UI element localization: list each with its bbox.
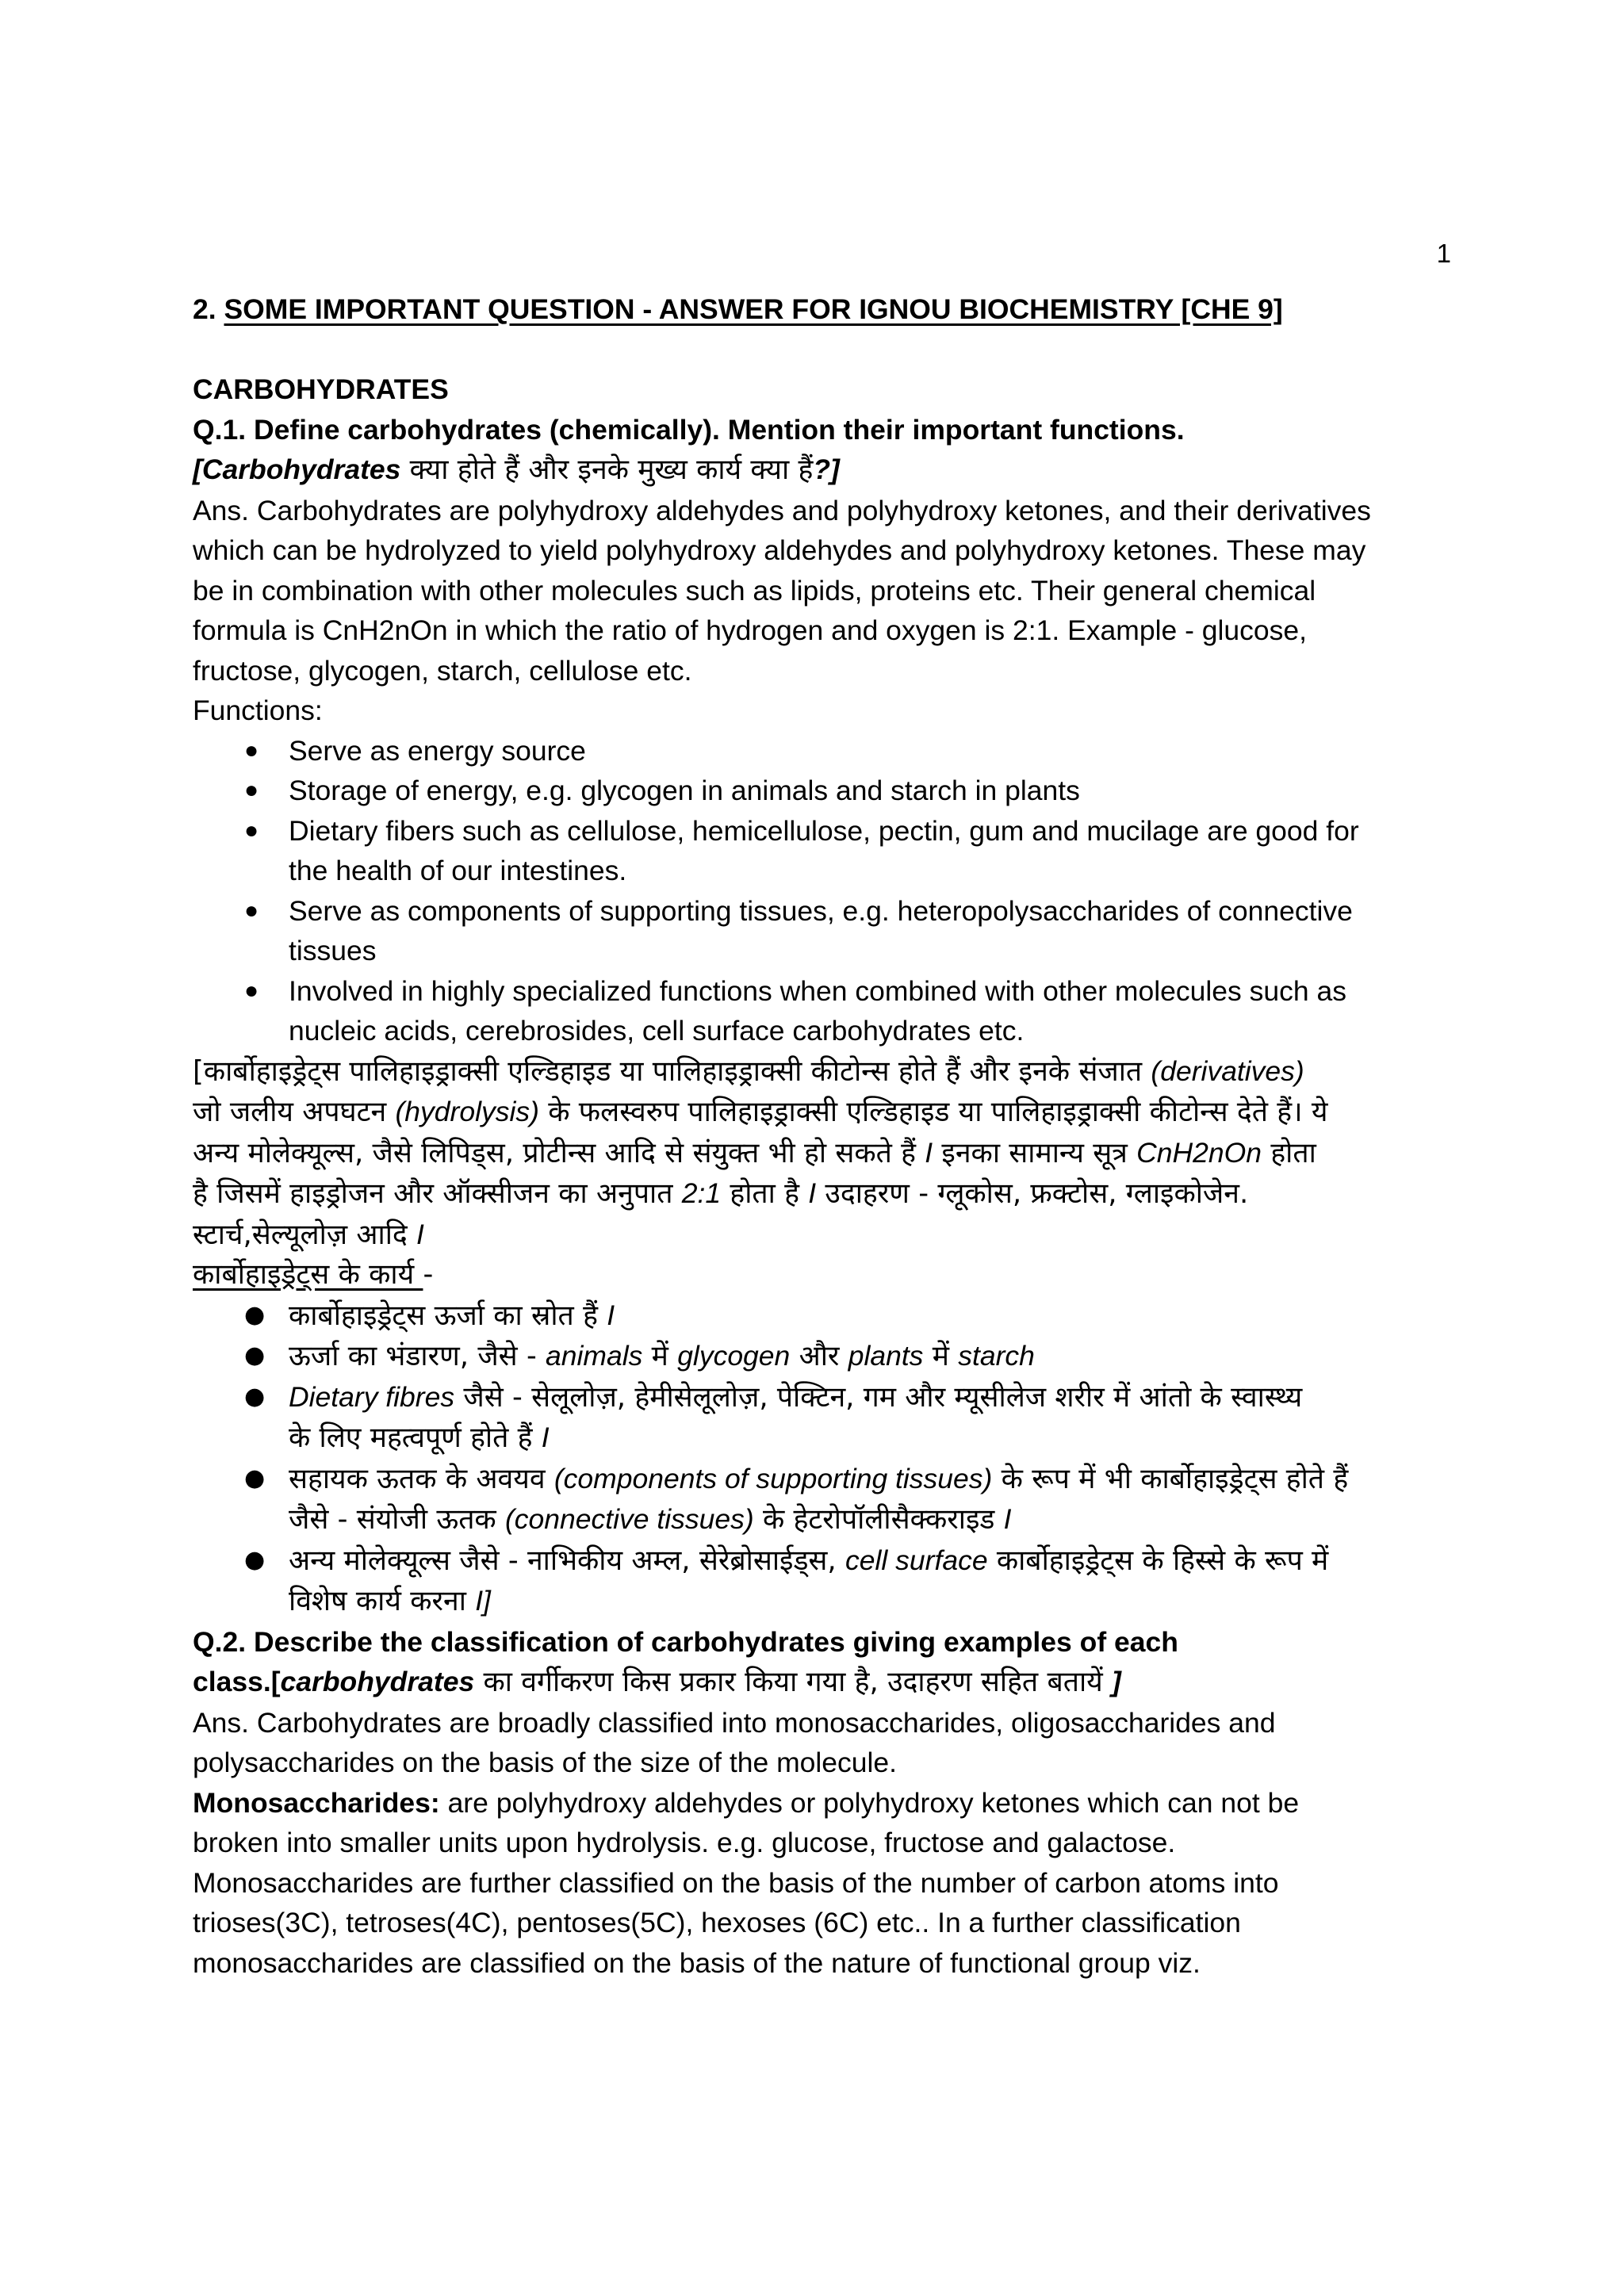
formula: CnH2nOn (1136, 1136, 1262, 1169)
hindi-text: का वर्गीकरण किस प्रकार किया गया है, उदाहरण सहित बतायें (474, 1666, 1113, 1698)
question-2-cont (193, 1662, 1461, 1703)
bullet-icon: ● (244, 1382, 266, 1410)
hindi-answer-line (193, 1092, 1461, 1133)
list-item (193, 731, 1461, 771)
list-item (193, 1336, 1461, 1377)
hindi-text: कार्बोहाइड्रेट्स ऊर्जा का स्रोत हैं (289, 1299, 607, 1332)
spacer (193, 330, 1461, 370)
list-item-text: Involved in highly specialized functions when combined with other molecules such as (289, 974, 1346, 1007)
bullet-icon: ● (244, 777, 259, 803)
list-item (193, 1540, 1461, 1622)
monosaccharides-line: broken into smaller units upon hydrolysis. e.g. glucose, fructose and galactose. (193, 1827, 1176, 1858)
answer-1-line: fructose, glycogen, starch, cellulose etc. (193, 654, 692, 687)
hindi-text: होता (1262, 1136, 1316, 1169)
functions-list (193, 731, 1461, 1051)
list-item (193, 1377, 1461, 1459)
bullet-icon: ● (244, 737, 259, 763)
hindi-text: होता है (721, 1177, 809, 1210)
hindi-functions-heading: कार्बोहाइड्रेट्स के कार्य (193, 1258, 423, 1291)
hindi-answer-line (193, 1173, 1461, 1215)
hindi-text: अन्य मोलेक्यूल्स जैसे - नाभिकीय अम्ल, सेरेब्रोसाईड्स, (289, 1544, 846, 1577)
list-item-text: Serve as energy source (289, 734, 586, 767)
monosaccharides-line: monosaccharides are classified on the basis of the nature of functional group viz. (193, 1946, 1201, 1979)
document-body (193, 289, 1461, 1983)
bullet-icon: ● (244, 1341, 266, 1369)
q1-hindi-rest: क्या होते हैं और इनके मुख्य कार्य क्या हैं (400, 453, 814, 486)
bullet-icon: ● (244, 1464, 266, 1492)
bullet-icon: ● (244, 817, 259, 844)
english-term: (connective tissues) (504, 1503, 754, 1535)
separator: I (541, 1422, 550, 1453)
separator: I] (475, 1585, 491, 1617)
monosaccharides-line (193, 1783, 1461, 1823)
list-item-text: Dietary fibers such as cellulose, hemicellulose, pectin, gum and mucilage are good for (289, 814, 1359, 847)
q1-hindi-term: Carbohydrates (201, 453, 401, 485)
hindi-text: ऊर्जा का भंडारण, जैसे - (289, 1340, 546, 1372)
english-term: (components of supporting tissues) (553, 1462, 993, 1494)
list-item-text: the health of our intestines. (289, 855, 627, 886)
hindi-text: और (790, 1340, 848, 1372)
bullet-icon: ● (244, 1300, 266, 1329)
english-term: (hydrolysis) (395, 1096, 539, 1127)
monosaccharides-line: trioses(3C), tetroses(4C), pentoses(5C), hexoses (6C) etc.. In a further classification (193, 1907, 1241, 1938)
monosaccharides-label: Monosaccharides: (193, 1786, 440, 1819)
hindi-text: स्टार्च,सेल्यूलोज़ आदि (193, 1218, 417, 1251)
title-text: SOME IMPORTANT QUESTION - ANSWER FOR IGNOU BIOCHEMISTRY [CHE 9] (224, 293, 1283, 325)
answer-1-line: which can be hydrolyzed to yield polyhydroxy aldehydes and polyhydroxy ketones. These may (193, 534, 1366, 566)
hindi-text: अन्य मोलेक्यूल्स, जैसे लिपिड्स, प्रोटीन्स आदि से संयुक्त भी हो सकते हैं (193, 1136, 925, 1169)
document-title (193, 289, 1461, 330)
hindi-answer-line (193, 1215, 1461, 1256)
hindi-functions-list (193, 1295, 1461, 1622)
list-item-text: tissues (289, 935, 377, 966)
bullet-icon: ● (244, 977, 259, 1004)
q2-text: class.[ (193, 1666, 281, 1697)
hindi-text: के हेटरोपॉलीसैक्कराइड (753, 1503, 1004, 1536)
english-term: animals (546, 1340, 643, 1372)
answer-1-line: be in combination with other molecules such as lipids, proteins etc. Their general chemical (193, 574, 1316, 607)
functions-label: Functions: (193, 695, 323, 726)
hindi-functions-label (193, 1255, 1461, 1295)
answer-2-line: polysaccharides on the basis of the size of the molecule. (193, 1747, 898, 1778)
answer-1-line: formula is CnH2nOn in which the ratio of hydrogen and oxygen is 2:1. Example - glucose, (193, 614, 1307, 646)
hindi-text: के लिए महत्वपूर्ण होते हैं (289, 1422, 542, 1454)
separator: I (607, 1299, 615, 1331)
hindi-answer-line (193, 1051, 1461, 1093)
list-item (193, 771, 1461, 811)
english-term: Dietary fibres (289, 1380, 455, 1413)
hindi-text: कार्बोहाइड्रेट्स के हिस्से के रूप में (987, 1544, 1329, 1577)
q1-hindi-open: [ (193, 453, 202, 485)
english-term: glycogen (677, 1340, 791, 1372)
section-heading: CARBOHYDRATES (193, 373, 449, 405)
bullet-icon: ● (244, 1545, 266, 1574)
hindi-text: में (923, 1340, 959, 1372)
list-item (193, 891, 1461, 971)
hindi-text: है जिसमें हाइड्रोजन और ऑक्सीजन का अनुपात (193, 1177, 682, 1210)
english-term: starch (958, 1340, 1035, 1372)
hindi-text: में (642, 1340, 678, 1372)
answer-1-line: Ans. Carbohydrates are polyhydroxy aldehydes and polyhydroxy ketones, and their derivatives (193, 494, 1371, 526)
hindi-text: इनका सामान्य सूत्र (933, 1136, 1137, 1169)
english-term: cell surface (845, 1544, 988, 1576)
monosaccharides-line: Monosaccharides are further classified on the basis of the number of carbon atoms into (193, 1866, 1279, 1899)
q1-hindi-close: ?] (813, 453, 840, 485)
list-item-text: Serve as components of supporting tissues, e.g. heteropolysaccharides of connective (289, 894, 1353, 927)
ratio: 2:1 (681, 1177, 722, 1209)
separator: I (925, 1136, 933, 1169)
question-2: Q.2. Describe the classification of carbohydrates giving examples of each (193, 1625, 1178, 1658)
question-1: Q.1. Define carbohydrates (chemically). Mention their important functions. (193, 413, 1185, 446)
separator: I (808, 1177, 817, 1209)
title-prefix: 2. (193, 293, 224, 325)
hindi-text: उदाहरण - ग्लूकोस, फ्रक्टोस, ग्लाइकोजेन. (816, 1177, 1249, 1210)
hindi-text: सहायक ऊतक के अवयव (289, 1462, 554, 1495)
hindi-text: के फलस्वरुप पालिहाइड्राक्सी एल्डिहाइड या पालिहाइड्राक्सी कीटोन्स देते हैं। ये (538, 1096, 1328, 1128)
page-number: 1 (1436, 239, 1451, 268)
english-term: carbohydrates (280, 1666, 475, 1697)
hindi-text: जैसे - सेलूलोज़, हेमीसेलूलोज़, पेक्टिन, गम और म्यूसीलेज शरीर में आंतो के स्वास्थ्य (454, 1380, 1303, 1414)
english-term: plants (848, 1340, 924, 1372)
list-item (193, 811, 1461, 891)
list-item (193, 1459, 1461, 1540)
list-item-text: Storage of energy, e.g. glycogen in animals and starch in plants (289, 775, 1080, 806)
question-1-hindi (193, 450, 1461, 491)
separator: I (416, 1218, 424, 1250)
hindi-text: के रूप में भी कार्बोहाइड्रेट्स होते हैं (992, 1462, 1349, 1495)
q2-text: ] (1112, 1666, 1121, 1697)
answer-2-line: Ans. Carbohydrates are broadly classified into monosaccharides, oligosaccharides and (193, 1706, 1276, 1739)
hindi-text: विशेष कार्य करना (289, 1585, 476, 1617)
english-term: (derivatives) (1151, 1054, 1304, 1087)
hindi-text: [कार्बोहाइड्रेट्स पालिहाइड्राक्सी एल्डिहाइड या पालिहाइड्राक्सी कीटोन्स होते हैं और इनके संजात (193, 1054, 1151, 1088)
hindi-text: जो जलीय अपघटन (193, 1096, 396, 1128)
hindi-answer-line (193, 1133, 1461, 1174)
separator: I (1003, 1503, 1012, 1535)
bullet-icon: ● (244, 897, 259, 924)
dash: - (423, 1258, 434, 1291)
monosaccharides-text: are polyhydroxy aldehydes or polyhydroxy ketones which can not be (439, 1786, 1300, 1819)
hindi-text: जैसे - संयोजी ऊतक (289, 1503, 505, 1536)
list-item (193, 1295, 1461, 1337)
list-item-text: nucleic acids, cerebrosides, cell surface carbohydrates etc. (289, 1015, 1025, 1047)
list-item (193, 971, 1461, 1051)
